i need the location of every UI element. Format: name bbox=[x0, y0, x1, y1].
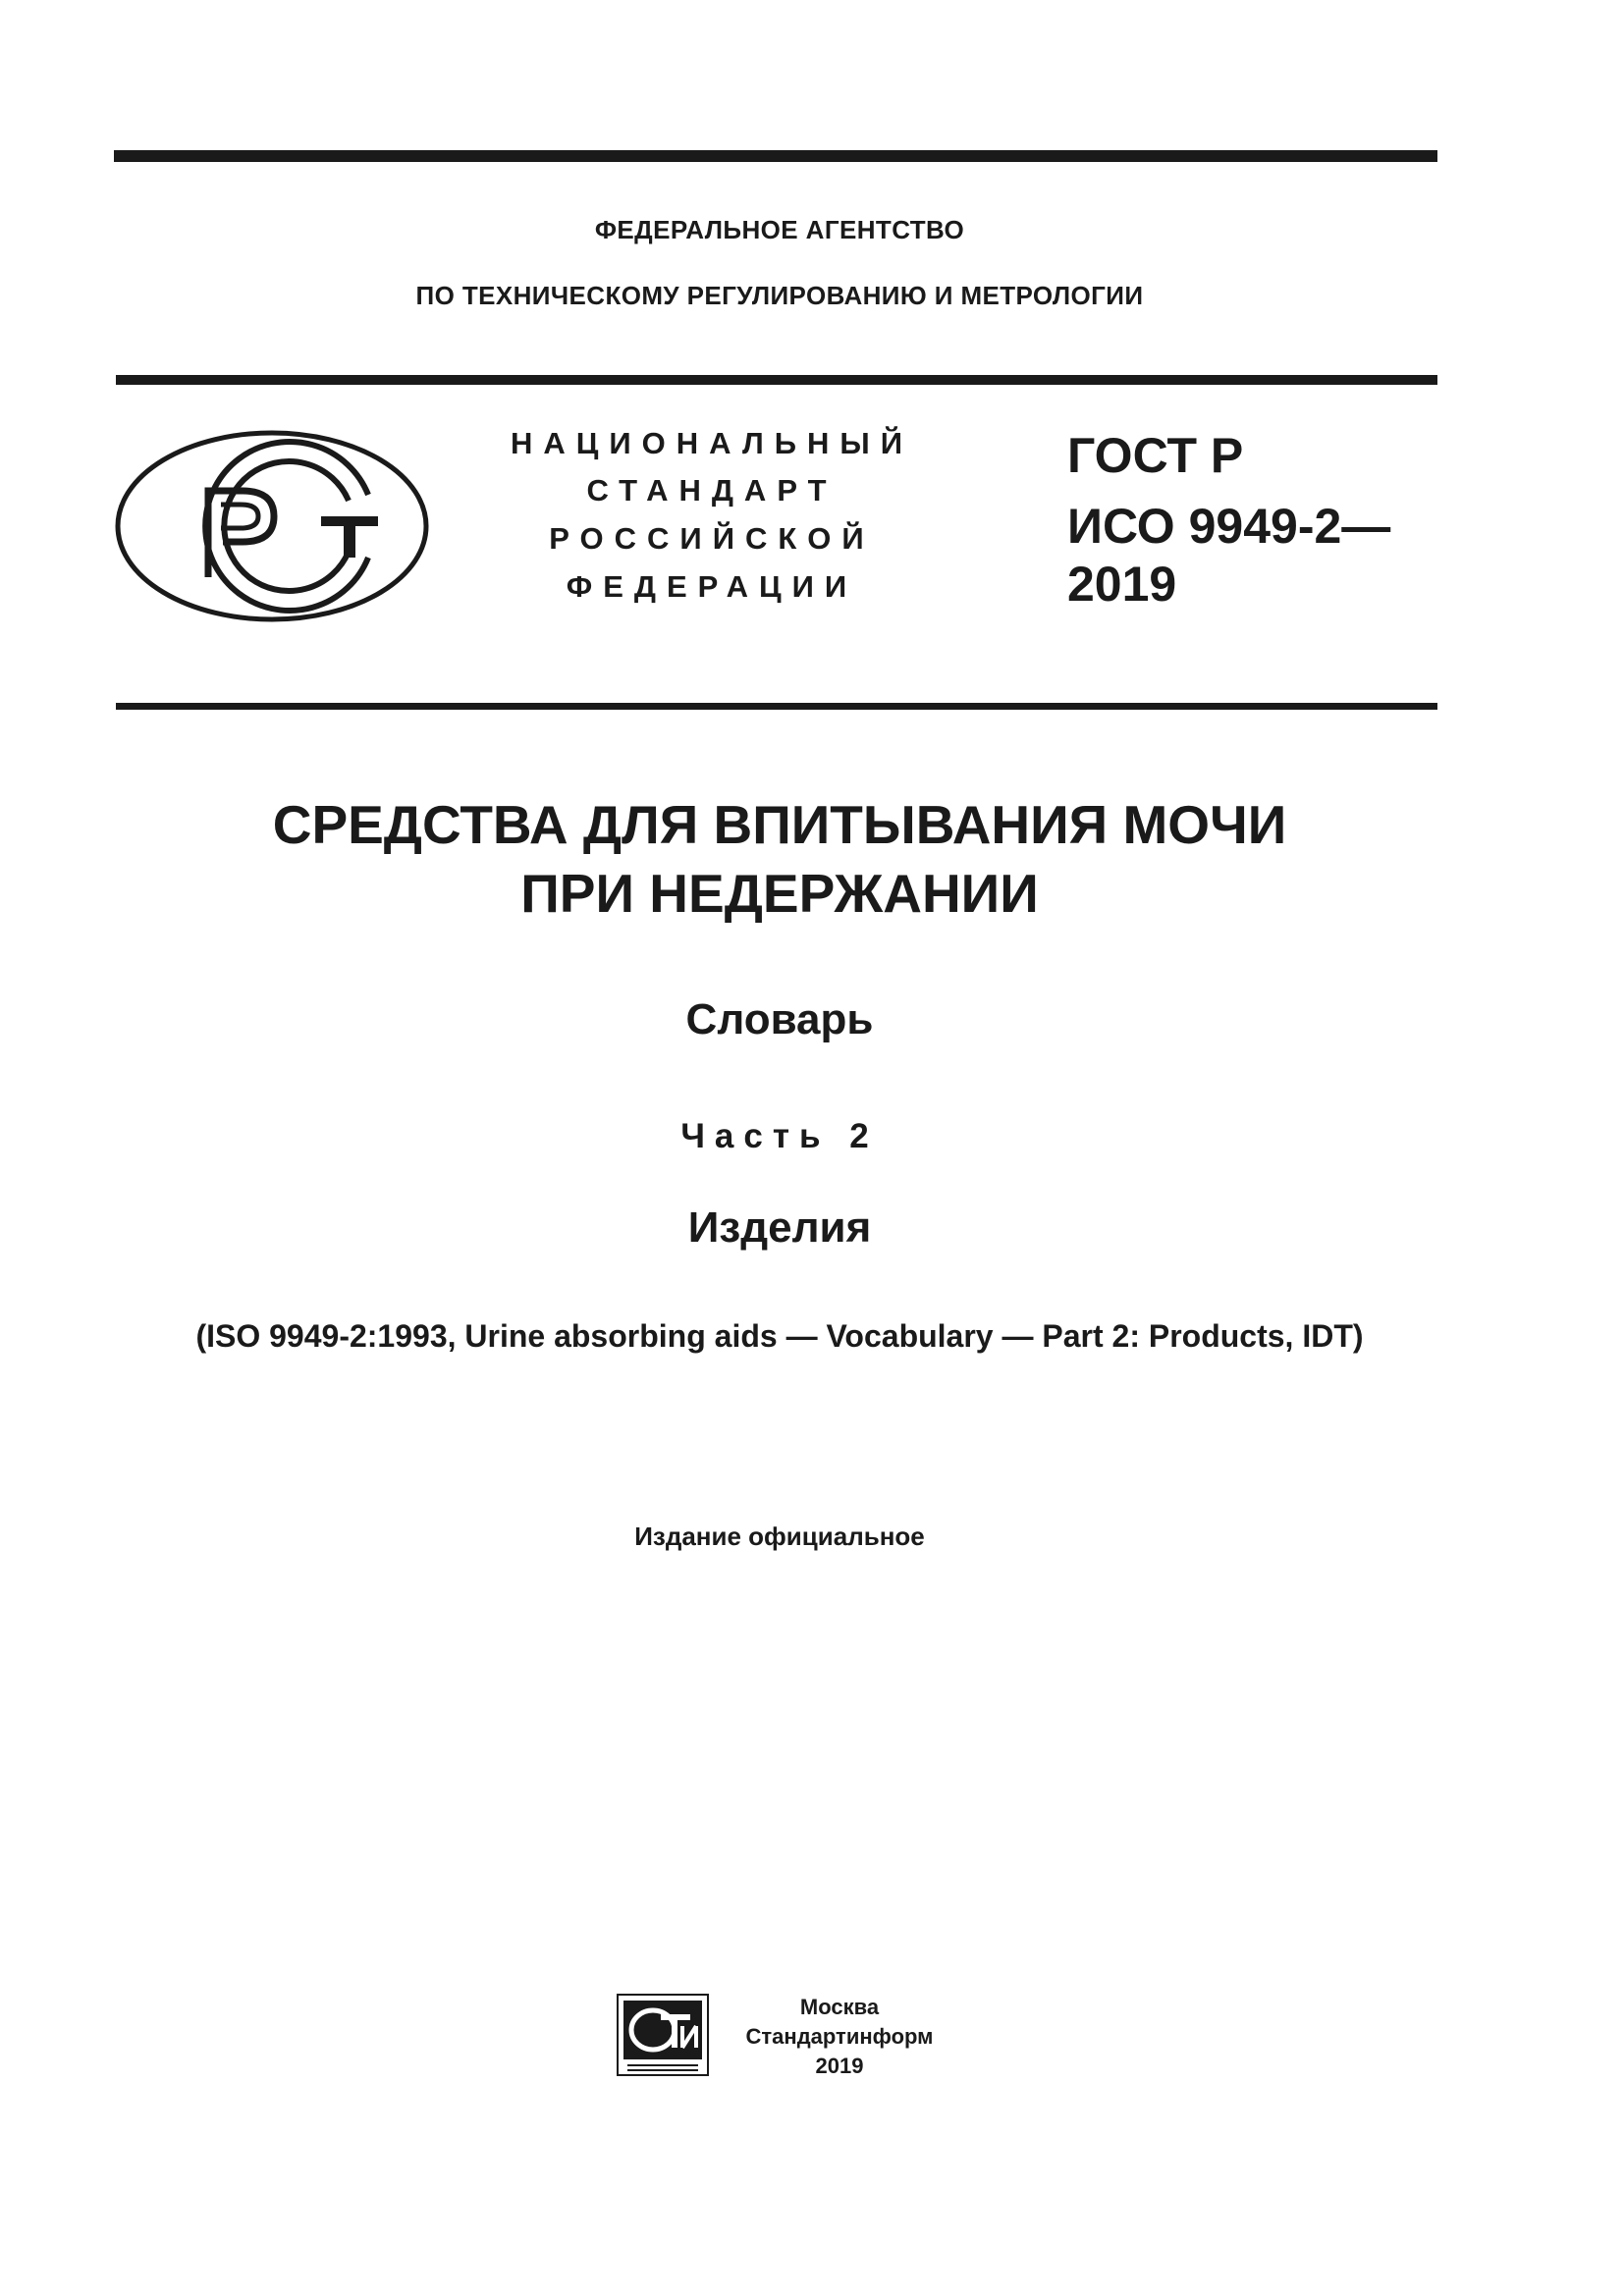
publisher-year: 2019 bbox=[815, 2054, 864, 2078]
standard-designation-line-2: ИСО 9949-2— bbox=[1067, 499, 1391, 554]
designation-rule bbox=[116, 703, 1437, 710]
national-standard-line-4: ФЕДЕРАЦИИ bbox=[566, 569, 858, 604]
publisher-name: Стандартинформ bbox=[745, 2024, 934, 2049]
header-rule bbox=[116, 375, 1437, 385]
publisher-city: Москва bbox=[799, 1995, 880, 2019]
part-label: Часть 2 bbox=[680, 1117, 879, 1155]
top-rule bbox=[114, 150, 1437, 162]
national-standard-line-1: НАЦИОНАЛЬНЫЙ bbox=[510, 426, 914, 460]
rst-certification-mark-icon bbox=[115, 430, 429, 622]
national-standard-line-3: РОССИЙСКОЙ bbox=[549, 521, 875, 556]
document-title-line-1: СРЕДСТВА ДЛЯ ВПИТЫВАНИЯ МОЧИ bbox=[272, 794, 1287, 855]
document-title-line-2: ПРИ НЕДЕРЖАНИИ bbox=[520, 863, 1039, 924]
edition-note: Издание официальное bbox=[634, 1522, 925, 1551]
standard-designation-line-1: ГОСТ Р bbox=[1067, 428, 1244, 483]
iso-reference: (ISO 9949-2:1993, Urine absorbing aids — Vocabulary — Part 2: Products, IDT) bbox=[195, 1318, 1364, 1354]
agency-name-line-1: ФЕДЕРАЛЬНОЕ АГЕНТСТВО bbox=[594, 215, 965, 244]
national-standard-line-2: СТАНДАРТ bbox=[586, 473, 838, 507]
agency-name-line-2: ПО ТЕХНИЧЕСКОМУ РЕГУЛИРОВАНИЮ И МЕТРОЛОГИИ bbox=[415, 281, 1144, 310]
standartinform-logo-icon bbox=[616, 1993, 710, 2077]
part-title: Изделия bbox=[687, 1203, 872, 1252]
standard-designation-line-3: 2019 bbox=[1067, 557, 1177, 612]
document-subtitle: Словарь bbox=[685, 995, 874, 1043]
